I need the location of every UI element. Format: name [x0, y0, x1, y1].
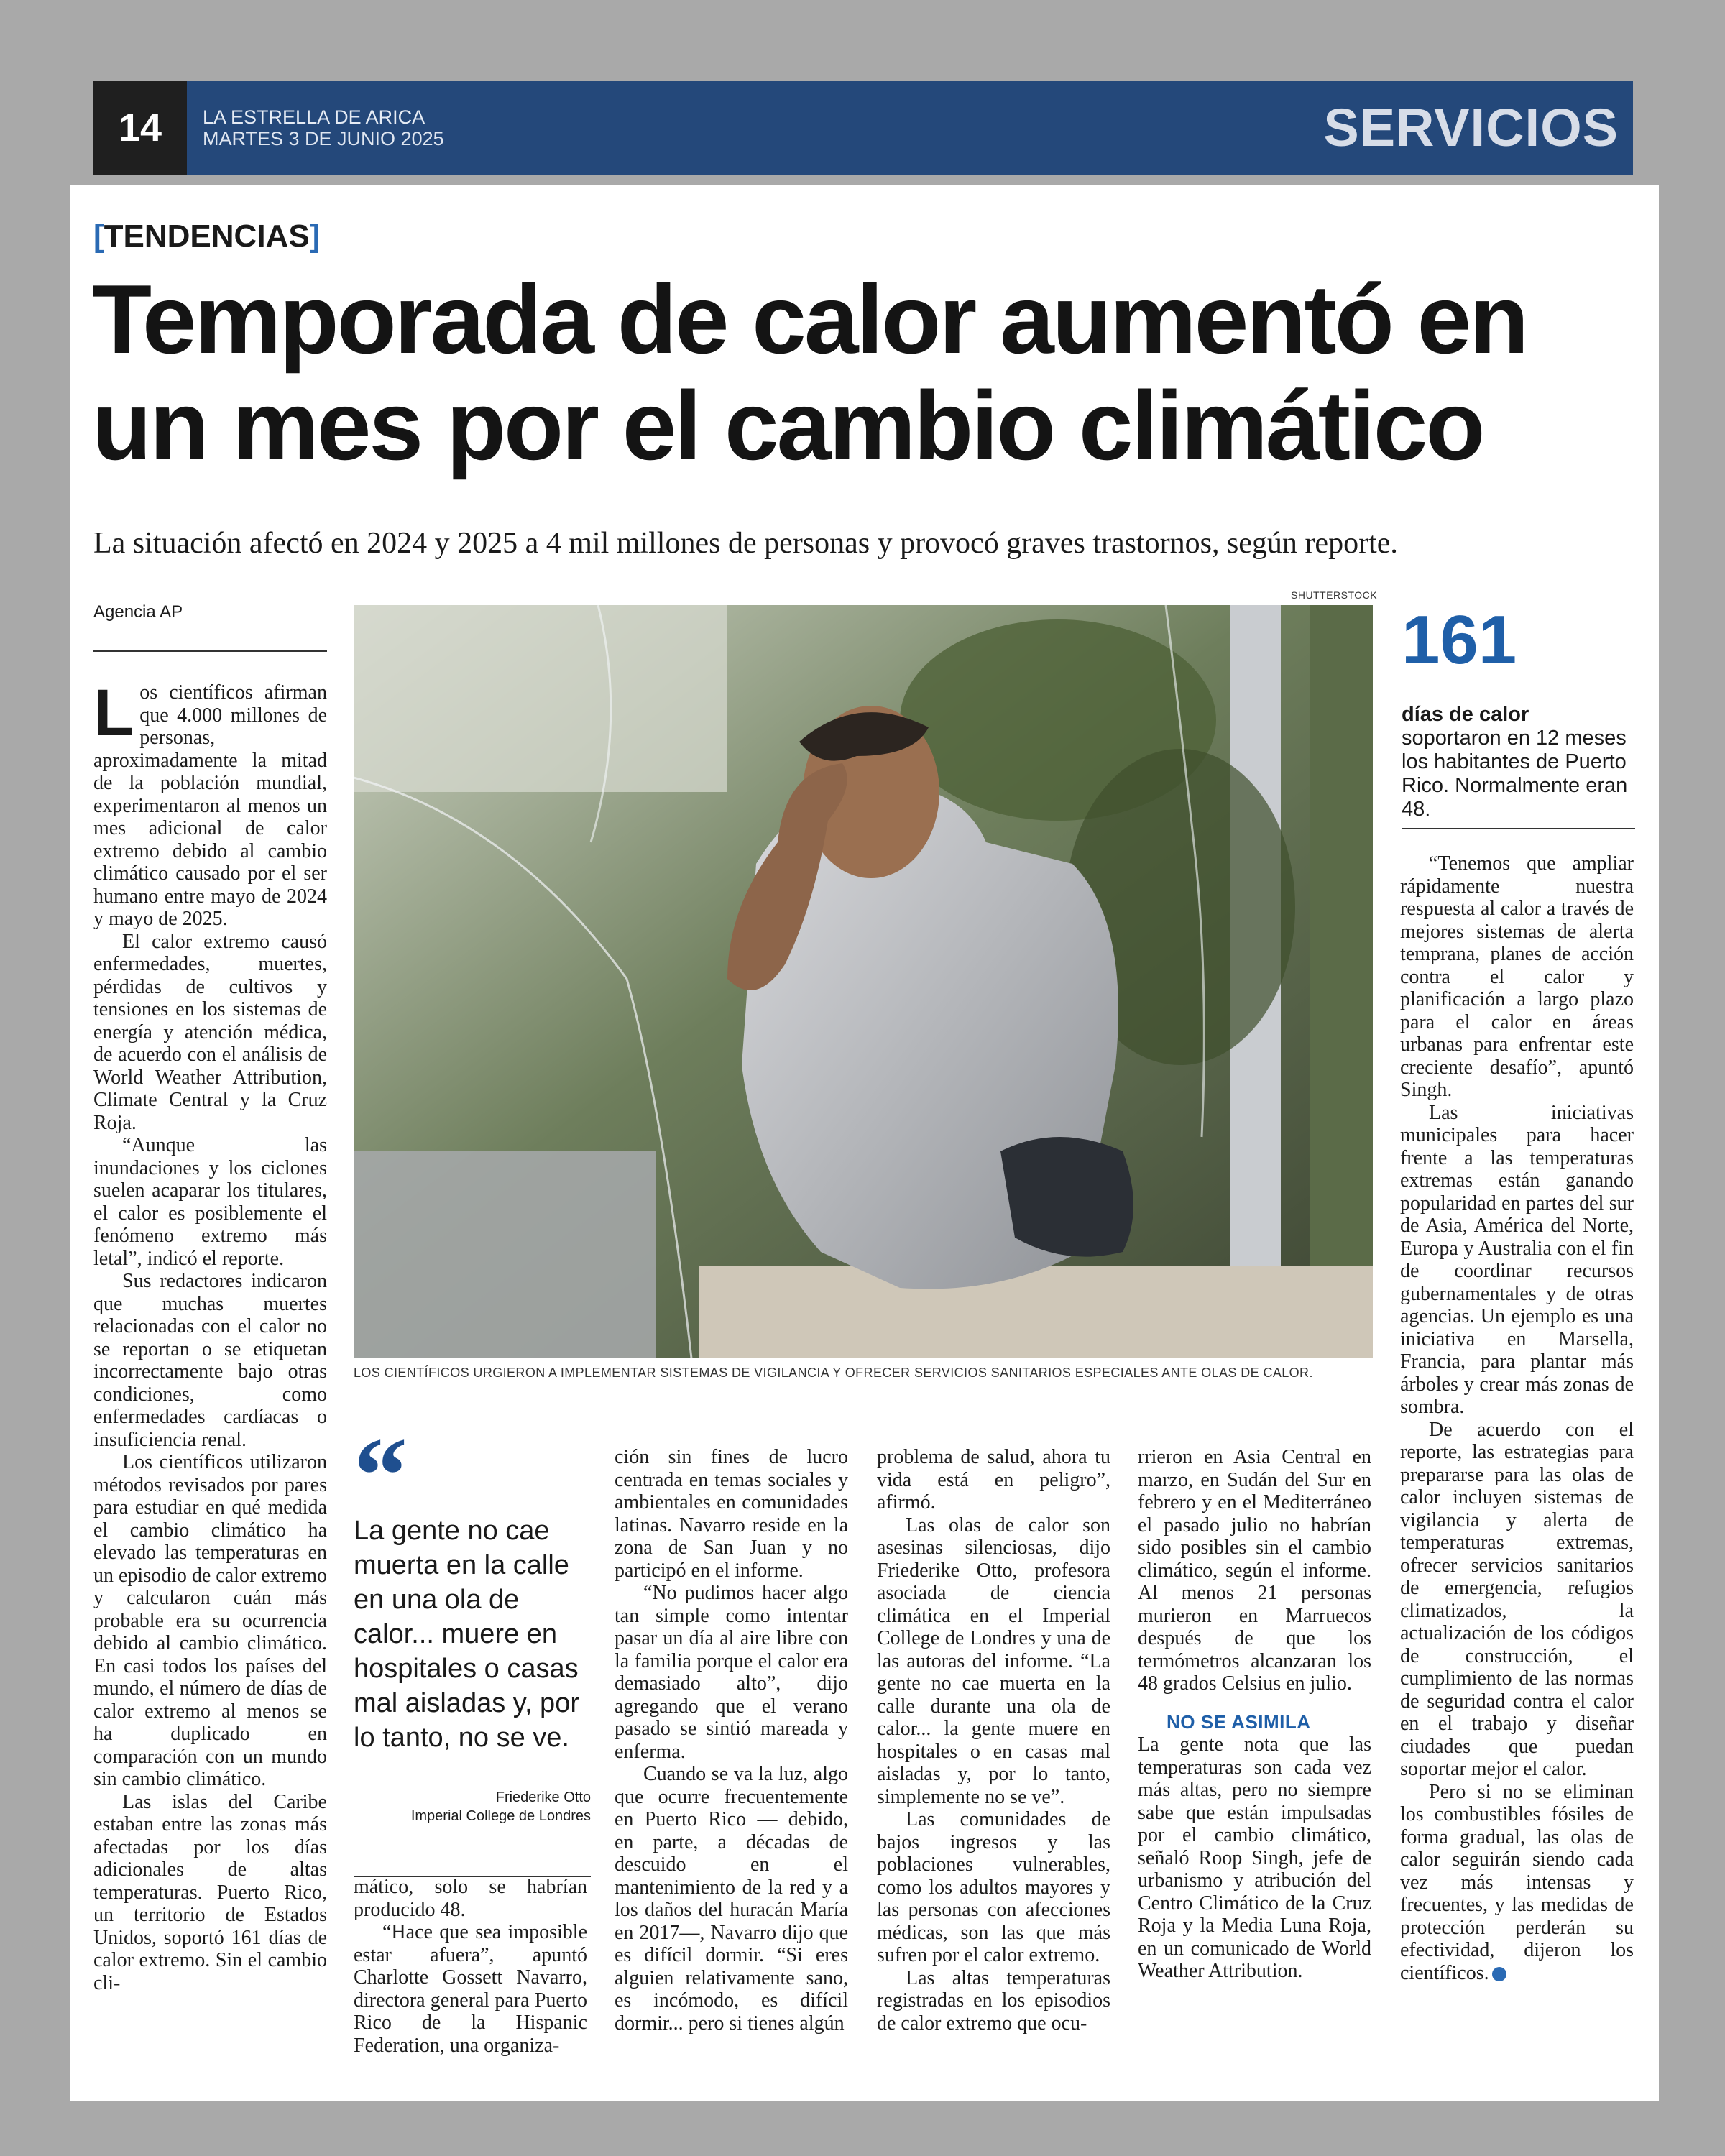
paragraph: “No pudimos hacer algo tan simple como intentar pasar un día al aire libre con la familia porque el calor era demasiado alto”, dijo agregando que el verano pasado se sintió mareada y enferma. — [615, 1582, 848, 1763]
article-column-5 — [1138, 1446, 1371, 1983]
paragraph: rrieron en Asia Central en marzo, en Sudán del Sur en febrero y en el Mediterráneo el pasado julio no habrían sido posibles sin el cambio climático, según el informe. Al menos 21 personas murieron en Marruecos después de que los termómetros alcanzaran los 48 grados Celsius en julio. — [1138, 1446, 1371, 1695]
photo-illustration — [354, 605, 1373, 1358]
paragraph: “Hace que sea imposible estar afuera”, apuntó Charlotte Gossett Navarro, directora general para Puerto Rico de la Hispanic Federation, una organiza- — [354, 1921, 587, 2057]
paragraph: Las iniciativas municipales para hacer frente a las temperaturas extremas están ganando popularidad en partes del sur de Asia, América del Norte, Europa y Australia con el fin de coordinar recursos gubernamentales y de otras agencias. Un ejemplo es una iniciativa en Marsella, Francia, para plantar más árboles y crear más zonas de sombra. — [1400, 1101, 1634, 1418]
subhead: NO SE ASIMILA — [1167, 1710, 1311, 1733]
news-photo — [354, 605, 1373, 1358]
article-column-1 — [93, 676, 328, 1994]
photo-credit: SHUTTERSTOCK — [1291, 589, 1378, 601]
stat-rule — [1402, 828, 1635, 829]
article-column-3 — [615, 1446, 848, 2035]
end-mark-icon — [1492, 1967, 1506, 1981]
headline-line-1: Temporada de calor aumentó en — [92, 264, 1527, 374]
paragraph: problema de salud, ahora tu vida está en peligro”, afirmó. — [877, 1446, 1110, 1514]
paragraph: Las olas de calor son asesinas silenciosas, dijo Friederike Otto, profesora asociada de ciencia climática en el Imperial College de Londres y una de las autoras del informe. “La gente no cae muerta en la calle durante una ola de calor... la gente muere en hospitales o en casas mal aisladas y, por lo tanto, simplemente no se ve”. — [877, 1514, 1110, 1808]
article-column-4 — [877, 1446, 1110, 2035]
stat-bold: días de calor — [1402, 703, 1530, 726]
article-column-2 — [354, 1876, 587, 2057]
paragraph: Las islas del Caribe estaban entre las zonas más afectadas por los días adicionales de altas temperaturas. Puerto Rico, un territorio de Estados Unidos, soportó 161 días de calor extremo. Sin el cambio cli- — [93, 1790, 327, 1994]
headline — [92, 266, 1637, 479]
paragraph: mático, solo se habrían producido 48. — [354, 1876, 587, 1921]
section-title: SERVICIOS — [1323, 98, 1619, 157]
paper-name: LA ESTRELLA DE ARICA — [203, 106, 426, 128]
stat-text: soportaron en 12 meses los habitantes de Puerto Rico. Normalmente eran 48. — [1402, 727, 1628, 821]
issue-date: MARTES 3 DE JUNIO 2025 — [203, 128, 444, 149]
byline: Agencia AP — [93, 602, 183, 622]
paragraph: Las comunidades de bajos ingresos y las poblaciones vulnerables, como los adultos mayores y las personas con afecciones médicas, son las que más sufren por el calor extremo. — [877, 1808, 1110, 1966]
kicker: [TENDENCIAS] — [93, 218, 321, 254]
paragraph: De acuerdo con el reporte, las estrategias para prepararse para las olas de calor incluyen sistemas de vigilancia y alerta de temperaturas extremas, ofrecer servicios sanitarios de emergencia, refugios climatizados, la actualización de los códigos de construcción, el cumplimiento de las normas de seguridad contra el calor en el trabajo y diseñar ciudades que puedan soportar mejor el calor. — [1400, 1418, 1634, 1780]
deck: La situación afectó en 2024 y 2025 a 4 mil millones de personas y provocó graves trastornos, según reporte. — [93, 527, 1398, 560]
paragraph: Sus redactores indicaron que muchas muertes relacionadas con el calor no se reportan o se etiquetan incorrectamente bajo otras condiciones, como enfermedades cardíacas o insuficiencia renal. — [93, 1270, 327, 1451]
quote-attribution — [354, 1788, 591, 1825]
headline-line-2: un mes por el cambio climático — [92, 371, 1484, 480]
page-number: 14 — [93, 81, 187, 175]
quote-mark-icon: “ — [354, 1416, 408, 1535]
paragraph: Pero si no se eliminan los combustibles fósiles de forma gradual, las olas de calor seguirán siendo cada vez más intensas y frecuentes, y las medidas de protección perderán su efectividad, dijeron los científicos. — [1400, 1780, 1634, 1984]
paragraph: Cuando se va la luz, algo que ocurre frecuentemente en Puerto Rico — debido, en parte, a décadas de descuido en el mantenimiento de la red y a los daños del huracán María en 2017—, Navarro dijo que es difícil dormir. “Si eres alguien relativamente sano, es incómodo, es difícil dormir... pero si tienes algún — [615, 1763, 848, 2035]
stat-description — [1402, 703, 1630, 821]
kicker-label: TENDENCIAS — [104, 218, 310, 254]
pull-quote — [354, 1416, 591, 1877]
stat-number: 161 — [1402, 602, 1517, 678]
article-column-6 — [1400, 852, 1634, 1984]
quote-affiliation: Imperial College de Londres — [410, 1808, 591, 1824]
paragraph: Los científicos utilizaron métodos revisados por pares para estudiar en qué medida el cambio climático ha elevado las temperaturas en un episodio de calor extremo y calcularon cuán más probable era su ocurrencia debido al cambio climático. En casi todos los países del mundo, el número de días de calor extremo al menos se ha duplicado en comparación con un mundo sin cambio climático. — [93, 1451, 328, 1790]
paragraph: Las altas temperaturas registradas en los episodios de calor extremo que ocu- — [877, 1966, 1110, 2035]
paragraph: La gente nota que las temperaturas son cada vez más altas, pero no siempre sabe que están impulsadas por el cambio climático, señaló Roop Singh, jefe de urbanismo y atribución del Centro Climático de la Cruz Roja y la Media Luna Roja, en un comunicado de World Weather Attribution. — [1138, 1733, 1371, 1982]
paragraph: Los científicos afirman que 4.000 millones de personas, aproximadamente la mitad de la población mundial, experimentaron al menos un mes adicional de calor extremo debido al cambio climático causado por el ser humano entre mayo de 2024 y mayo de 2025. — [93, 676, 327, 930]
byline-rule — [93, 650, 327, 652]
photo-caption: LOS CIENTÍFICOS URGIERON A IMPLEMENTAR SISTEMAS DE VIGILANCIA Y OFRECER SERVICIOS SANITARIOS ESPECIALES ANTE OLAS DE CALOR. — [354, 1365, 1313, 1380]
quote-text: La gente no cae muerta en la calle en una ola de calor... muere en hospitales o casas mal aisladas y, por lo tanto, no se ve. — [354, 1516, 579, 1753]
quote-name: Friederike Otto — [495, 1789, 591, 1805]
drop-cap: L — [93, 676, 134, 750]
paragraph: “Tenemos que ampliar rápidamente nuestra respuesta al calor a través de mejores sistemas de alerta temprana, planes de acción contra el calor y planificación a largo plazo para el calor en áreas urbanas para enfrentar este creciente desafío”, apuntó Singh. — [1400, 852, 1634, 1101]
masthead — [93, 81, 1633, 175]
paragraph: “Aunque las inundaciones y los ciclones suelen acaparar los titulares, el calor es posiblemente el fenómeno extremo más letal”, indicó el reporte. — [93, 1134, 327, 1270]
paragraph: El calor extremo causó enfermedades, muertes, pérdidas de cultivos y tensiones en los sistemas de energía y atención médica, de acuerdo con el análisis de World Weather Attribution, Climate Central y la Cruz Roja. — [93, 930, 327, 1134]
paragraph: ción sin fines de lucro centrada en temas sociales y ambientales en comunidades latinas. Navarro reside en la zona de San Juan y no participó en el informe. — [615, 1446, 848, 1582]
